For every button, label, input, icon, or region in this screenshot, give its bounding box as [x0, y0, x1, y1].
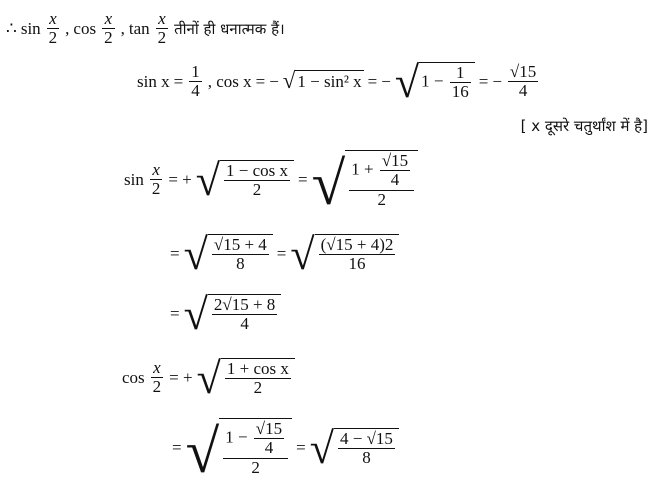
sin-half-step: sin $\frac{x}{2}$ = + √ $\frac{\text{1 − cos x}}{2}$ = √ 1 + $\frac{√15}{4}$ 2 — [124, 150, 418, 209]
half-x-fraction: $\frac{x}{2}$ — [48, 9, 58, 47]
tan-label: tan — [128, 18, 150, 38]
given-values-line: sin x = $\frac{1}{4}$ , cos x = − √ 1 − sin² x = − √ 1 − $\frac{1}{16}$ = − $\frac{√15}{4}$ — [137, 57, 537, 107]
intro-line: ∴ sin $\frac{x}{2}$ , cos $\frac{x}{2}$ , tan $\frac{x}{2}$ तीनों ही धनात्मक हैं। — [6, 9, 285, 47]
sqrt15-over-4-fraction: $\frac{√15}{4}$ — [509, 62, 537, 100]
cos-label: cos — [73, 18, 97, 38]
half-x-fraction: $\frac{x}{2}$ — [104, 9, 113, 47]
sin-label: sin — [20, 18, 41, 38]
half-x-fraction: $\frac{x}{2}$ — [157, 9, 167, 47]
sqrt-one-minus-sixteenth: √ 1 − $\frac{1}{16}$ — [395, 62, 475, 102]
one-quarter-fraction: $\frac{1}{4}$ — [191, 62, 200, 100]
sin-half-step-2: = √ $\frac{√15 + 4}{8}$ = √ $\frac{(√15 + 4)2}{16}$ — [170, 234, 399, 274]
sqrt-one-minus-sin2: √ 1 − sin² x — [282, 68, 362, 94]
hindi-statement: तीनों ही धनात्मक हैं। — [174, 19, 285, 38]
quadrant-note: [ x दूसरे चतुर्थांश में है] — [520, 117, 648, 135]
cos-half-final-step: = √ 1 − $\frac{√15}{4}$ 2 = √ $\frac{4 - √15}{8}$ — [172, 418, 399, 477]
cosx-label: , cos x — [207, 71, 252, 91]
therefore-symbol: ∴ — [6, 18, 17, 38]
cos-label: cos — [122, 367, 145, 387]
cos-half-step: cos $\frac{x}{2}$ = + √ $\frac{\text{1 + cos x}}{2}$ — [122, 358, 295, 398]
sinx-label: sin x — [137, 71, 170, 91]
sin-label: sin — [124, 169, 144, 189]
sin-half-step-3: = √ $\frac{2√15 + 8}{4}$ — [170, 294, 281, 334]
